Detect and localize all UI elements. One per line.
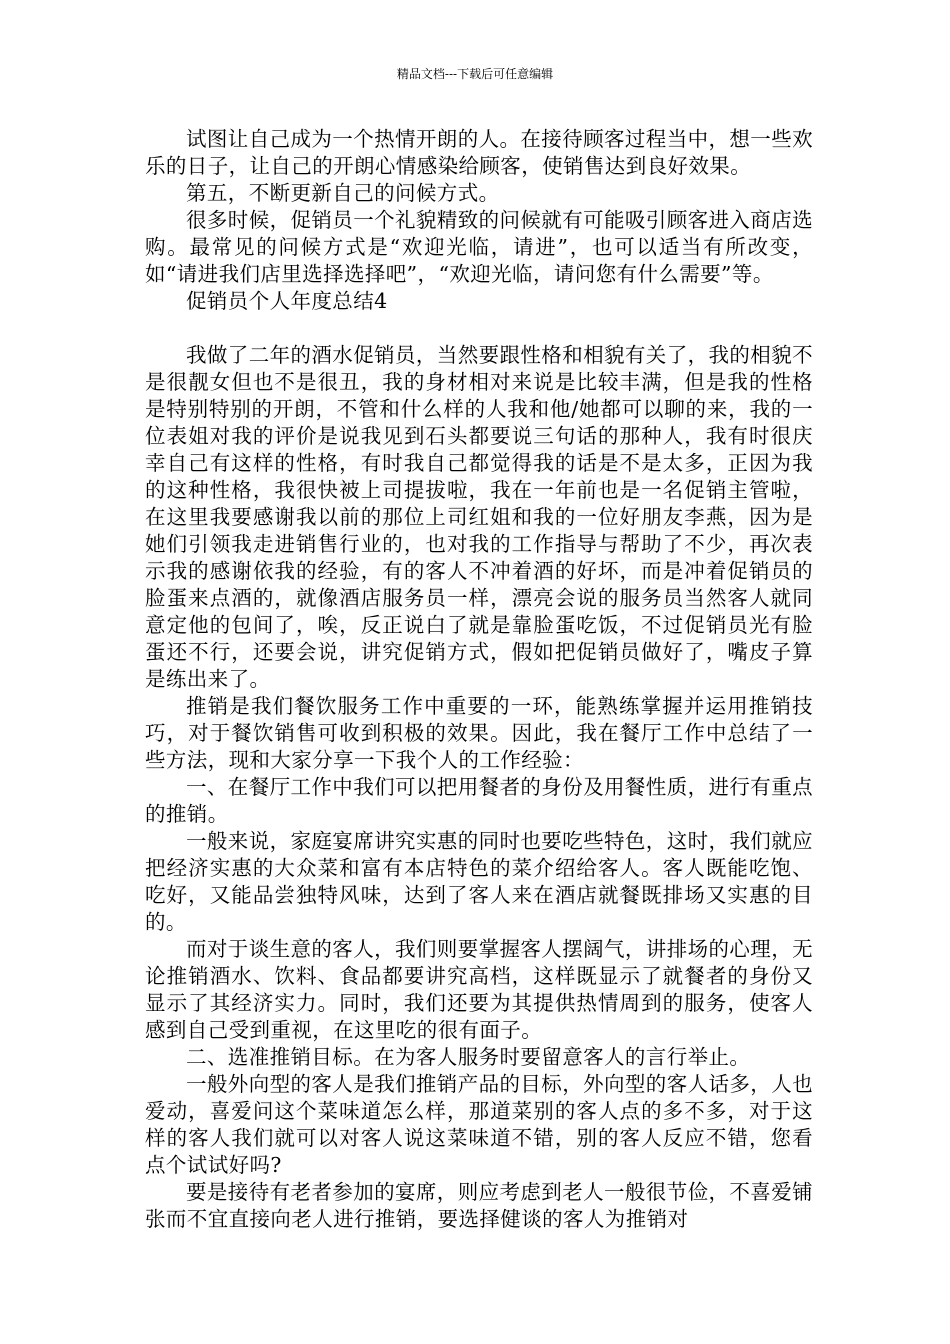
paragraph: 二、选准推销目标。在为客人服务时要留意客人的言行举止。 <box>186 1045 751 1069</box>
paragraph: 我做了二年的酒水促销员，当然要跟性格和相貌有关了，我的相貌不是很靓女但也不是很丑，我的身材相对来说是比较丰满，但是我的性格是特别特别的开朗，不管和什么样的人我和他/她都可以聊的来，我的一位表姐对我的评价是说我见到石头都要说三句话的那种人，我有时很庆幸自己有这样的性格，有时我自己都觉得我的话是不是太多，正因为我的这种性格，我很快被上司提拔啦，我在一年前也是一名促销主管啦，在这里我要感谢我以前的那位上司红姐和我的一位好朋友李燕，因为是她们引领我走进销售行业的，也对我的工作指导与帮助了不少，再次表示我的感谢依我的经验，有的客人不冲着酒的好坏，而是冲着促销员的脸蛋来点酒的，就像酒店服务员一样，漂亮会说的服务员当然客人就同意定他的包间了，唉，反正说白了就是靠脸蛋吃饭，不过促销员光有脸蛋还不行，还要会说，讲究促销方式，假如把促销员做好了，嘴皮子算是练出来了。 <box>145 343 813 691</box>
paragraph: 第五，不断更新自己的问候方式。 <box>186 181 500 205</box>
paragraph: 一般来说，家庭宴席讲究实惠的同时也要吃些特色，这时，我们就应把经济实惠的大众菜和富有本店特色的菜介绍给客人。客人既能吃饱、吃好，又能品尝独特风味，达到了客人来在酒店就餐既排场又实惠的目的。 <box>145 829 813 934</box>
page-header: 精品文档---下载后可任意编辑 <box>396 67 554 81</box>
blank-line <box>145 315 813 342</box>
paragraph: 一般外向型的客人是我们推销产品的目标，外向型的客人话多，人也爱动，喜爱问这个菜味道怎么样，那道菜别的客人点的多不多，对于这样的客人我们就可以对客人说这菜味道不错，别的客人反应不错，您看点个试试好吗? <box>145 1072 813 1177</box>
paragraph: 要是接待有老者参加的宴席，则应考虑到老人一般很节俭，不喜爱铺张而不宜直接向老人进行推销，要选择健谈的客人为推销对 <box>145 1180 813 1231</box>
paragraph: 而对于谈生意的客人，我们则要掌握客人摆阔气，讲排场的心理，无论推销酒水、饮料、食品都要讲究高档，这样既显示了就餐者的身份又显示了其经济实力。同时，我们还要为其提供热情周到的服务，使客人感到自己受到重视，在这里吃的很有面子。 <box>145 937 813 1042</box>
paragraph: 很多时候，促销员一个礼貌精致的问候就有可能吸引顾客进入商店选购。最常见的问候方式是“欢迎光临，请进”，也可以适当有所改变，如“请进我们店里选择选择吧”，“欢迎光临，请问您有什么需要”等。 <box>145 208 813 286</box>
section-heading: 促销员个人年度总结4 <box>186 289 388 313</box>
paragraph: 一、在餐厅工作中我们可以把用餐者的身份及用餐性质，进行有重点的推销。 <box>145 775 813 826</box>
document-body <box>145 126 813 1233</box>
paragraph: 推销是我们餐饮服务工作中重要的一环，能熟练掌握并运用推销技巧，对于餐饮销售可收到积极的效果。因此，我在餐厅工作中总结了一些方法，现和大家分享一下我个人的工作经验： <box>145 694 813 772</box>
paragraph: 试图让自己成为一个热情开朗的人。在接待顾客过程当中，想一些欢乐的日子，让自己的开朗心情感染给顾客，使销售达到良好效果。 <box>145 127 813 178</box>
